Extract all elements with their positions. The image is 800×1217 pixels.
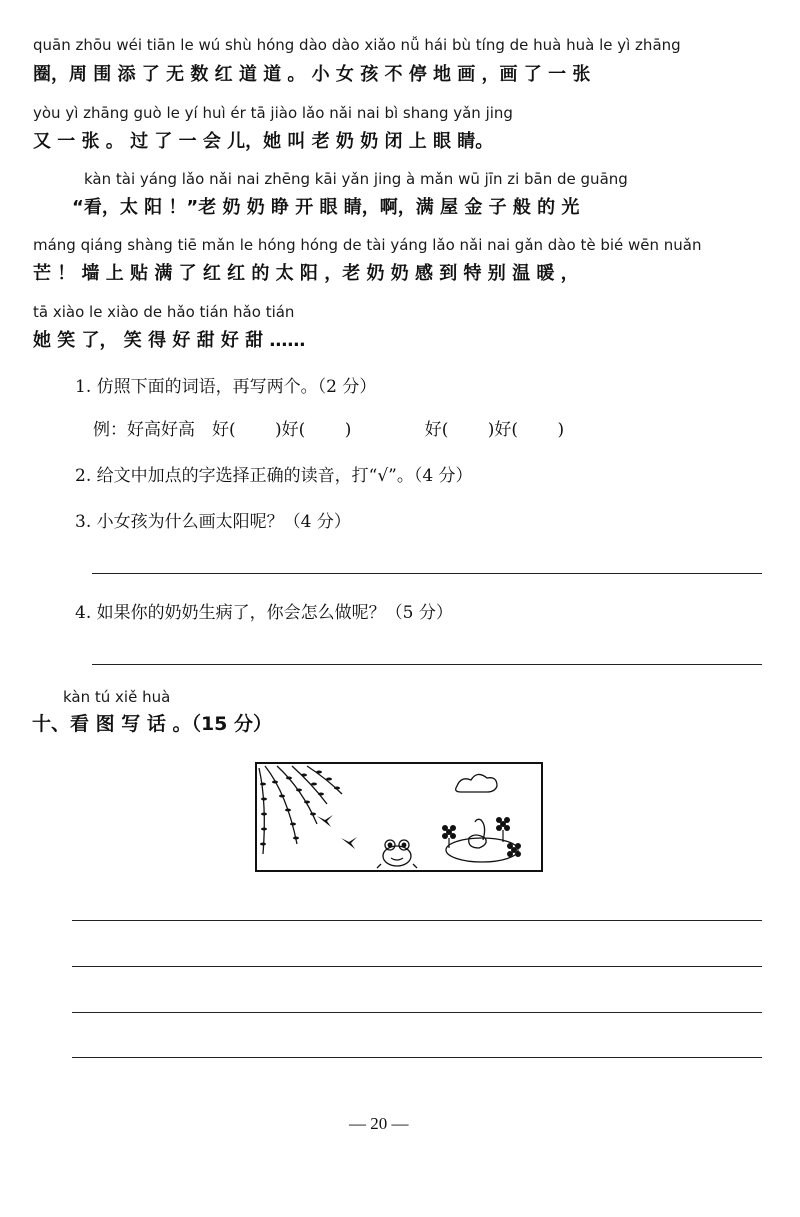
passage-text-4: 芒 ！ 墙 上 贴 满 了 红 红 的 太 阳 ，老 奶 奶 感 到 特 别 温 暖 ， — [33, 263, 579, 284]
answer-line-q4[interactable] — [92, 664, 762, 665]
page-number: — 20 — — [349, 1114, 409, 1133]
section-10-title: 十、看 图 写 话 。（15 分） — [32, 713, 273, 735]
passage-pinyin-4: máng qiáng shàng tiē mǎn le hóng hóng de tài yáng lǎo nǎi nai gǎn dào tè bié wēn nuǎn — [33, 236, 702, 254]
passage-pinyin-3: kàn tài yáng lǎo nǎi nai zhēng kāi yǎn jing à mǎn wū jīn zi bān de guāng — [84, 170, 628, 188]
passage-text-3: “看，太 阳 ！”老 奶 奶 睁 开 眼 睛，啊，满 屋 金 子 般 的 光 — [72, 197, 580, 218]
scene-drawing — [257, 764, 541, 870]
passage-pinyin-2: yòu yì zhāng guò le yí huì ér tā jiào lǎo nǎi nai bì shang yǎn jing — [33, 104, 513, 122]
passage-text-5: 她 笑 了， 笑 得 好 甜 好 甜 …… — [33, 330, 306, 351]
question-1-example: 例：好高好高 好( )好( ) 好( )好( ) — [93, 420, 565, 440]
section-10-pinyin: kàn tú xiě huà — [63, 688, 171, 706]
passage-pinyin-5: tā xiào le xiào de hǎo tián hǎo tián — [33, 303, 295, 321]
cloud — [456, 774, 497, 792]
pond — [446, 838, 518, 862]
question-4: 4. 如果你的奶奶生病了，你会怎么做呢？（5 分） — [75, 603, 453, 623]
swan — [469, 819, 486, 848]
writing-line-3[interactable] — [72, 1012, 762, 1013]
flowers — [442, 817, 521, 857]
swallow-1 — [317, 815, 333, 827]
scene-illustration — [255, 762, 543, 872]
swallow-2 — [341, 837, 357, 849]
question-3: 3. 小女孩为什么画太阳呢？（4 分） — [75, 512, 351, 532]
question-1: 1. 仿照下面的词语，再写两个。（2 分） — [75, 377, 377, 397]
writing-line-2[interactable] — [72, 966, 762, 967]
writing-line-1[interactable] — [72, 920, 762, 921]
passage-text-2: 又 一 张 。 过 了 一 会 儿，她 叫 老 奶 奶 闭 上 眼 睛。 — [33, 131, 494, 152]
writing-line-4[interactable] — [72, 1057, 762, 1058]
answer-line-q3[interactable] — [92, 573, 762, 574]
passage-pinyin-1: quān zhōu wéi tiān le wú shù hóng dào dào xiǎo nǚ hái bù tíng de huà huà le yì zhāng — [33, 36, 681, 54]
passage-text-1: 圈，周 围 添 了 无 数 红 道 道 。 小 女 孩 不 停 地 画 ，画 了 一 张 — [33, 64, 591, 85]
frog — [377, 840, 417, 868]
question-2: 2. 给文中加点的字选择正确的读音，打“√”。（4 分） — [75, 466, 473, 486]
